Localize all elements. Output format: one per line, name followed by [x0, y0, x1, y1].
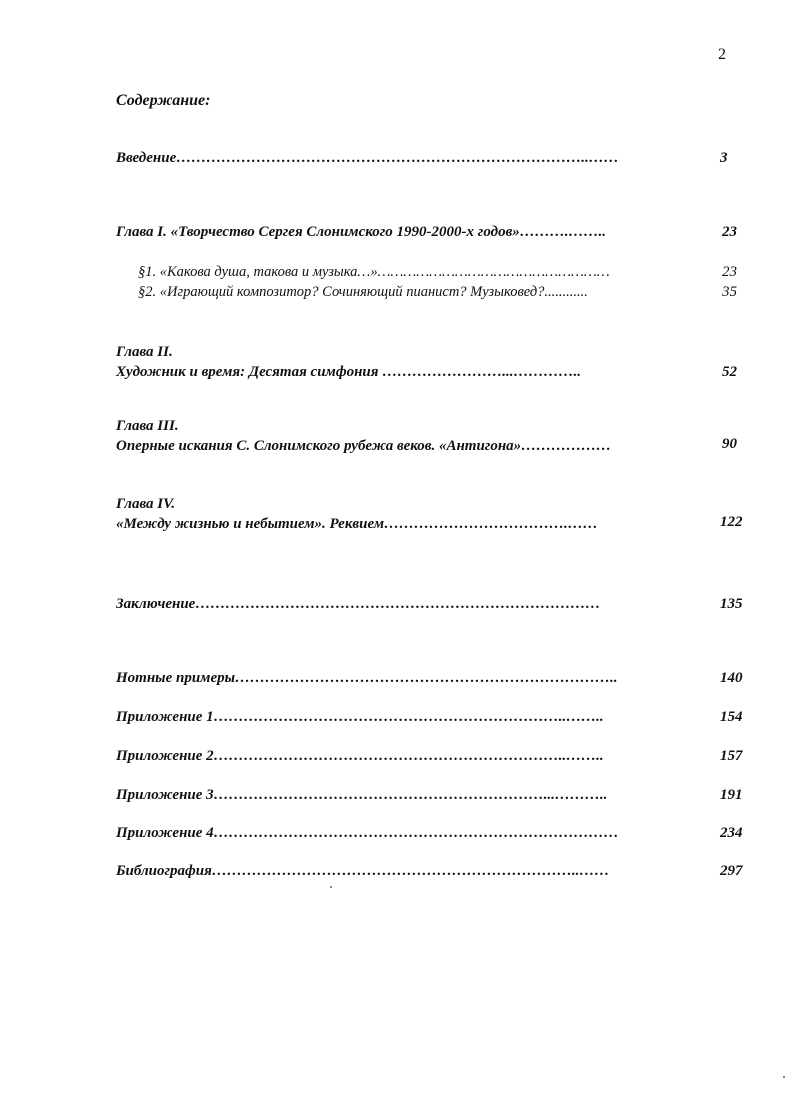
toc-page-chapter-2: 52 — [722, 364, 737, 380]
toc-chapter-2-title: Глава II. — [116, 344, 173, 360]
toc-entry-chapter-1-section-2: §2. «Играющий композитор? Сочиняющий пианист? Музыковед?............ — [138, 284, 588, 300]
toc-page-bibliography: 297 — [720, 863, 743, 879]
toc-page-music-examples: 140 — [720, 670, 743, 686]
scan-speck — [330, 886, 332, 888]
toc-entry-appendix-3: Приложение 3…………………………………………………………...……….. — [116, 787, 608, 803]
toc-chapter-3-title: Глава III. — [116, 418, 179, 434]
toc-entry-chapter-4: «Между жизнью и небытием». Реквием……………………………….…… — [116, 516, 598, 532]
toc-entry-chapter-1-section-1: §1. «Какова душа, такова и музыка…»……………………………………………… — [138, 264, 610, 280]
scan-speck — [783, 1076, 785, 1078]
toc-page-intro: 3 — [720, 150, 728, 166]
toc-page-chapter-1: 23 — [722, 224, 737, 240]
toc-entry-appendix-4: Приложение 4……………………………………………………………………… — [116, 825, 619, 841]
toc-page-appendix-1: 154 — [720, 709, 743, 725]
toc-page-conclusion: 135 — [720, 596, 743, 612]
toc-entry-conclusion: Заключение……………………………………………………………………… — [116, 596, 601, 612]
toc-page-appendix-4: 234 — [720, 825, 743, 841]
page-number: 2 — [718, 46, 726, 63]
toc-entry-chapter-3: Оперные искания С. Слонимского рубежа веков. «Антигона»……………… — [116, 438, 612, 454]
toc-entry-music-examples: Нотные примеры………………………………………………………………….. — [116, 670, 618, 686]
toc-entry-intro: Введение………………………………………………………………………..…… — [116, 150, 619, 166]
toc-page-chapter-1-section-1: 23 — [722, 264, 737, 280]
toc-entry-appendix-2: Приложение 2……………………………………………………………..…….. — [116, 748, 604, 764]
toc-entry-chapter-1: Глава I. «Творчество Сергея Слонимского 1990-2000-х годов»……….…….. — [116, 224, 607, 240]
toc-page-chapter-1-section-2: 35 — [722, 284, 737, 300]
toc-page-appendix-2: 157 — [720, 748, 743, 764]
toc-heading: Содержание: — [116, 92, 211, 109]
toc-entry-chapter-2: Художник и время: Десятая симфония ……………………...………….. — [116, 364, 581, 380]
toc-page-appendix-3: 191 — [720, 787, 743, 803]
toc-page-chapter-4: 122 — [720, 514, 743, 530]
toc-page-chapter-3: 90 — [722, 436, 737, 452]
toc-chapter-4-title: Глава IV. — [116, 496, 175, 512]
toc-entry-bibliography: Библиография………………………………………………………………..…… — [116, 863, 610, 879]
toc-entry-appendix-1: Приложение 1……………………………………………………………..…….. — [116, 709, 604, 725]
